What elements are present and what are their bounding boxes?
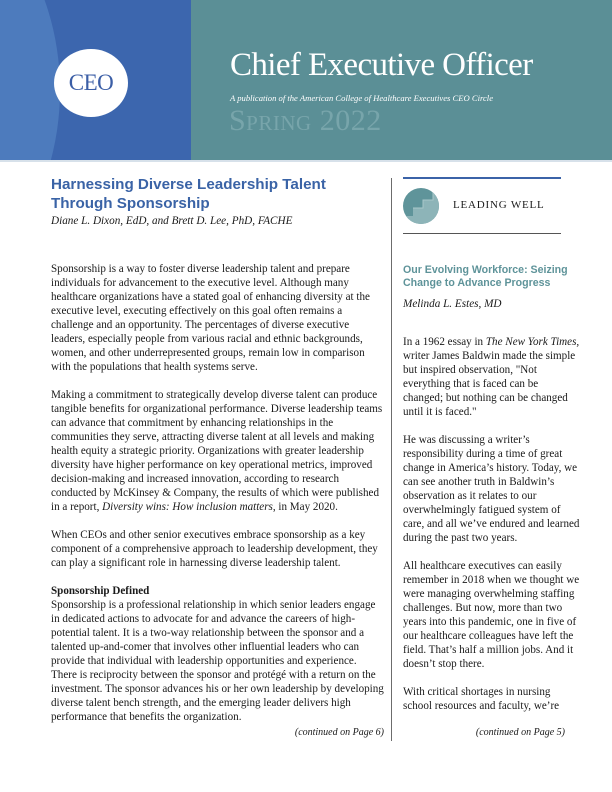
paragraph-text: writer James Baldwin made the simple but inspired observation, "Not everything that is faced can be changed; but nothing can be changed until it is faced." (403, 350, 576, 418)
title-line-2: Through Sponsorship (51, 194, 210, 212)
sidebar-article-header (403, 264, 578, 310)
publication-name: The New York Times, (485, 336, 580, 348)
issue-label: Spring 2022 (229, 104, 382, 137)
sidebar-article-body (403, 335, 581, 727)
paragraph: He was discussing a writer’s responsibility during a time of great change in America’s history. Today, we can see another truth in Baldwin’s observation as it relates to our overwhelmingly fatigued system of care, and all we’ve endured and learned during the past two years. (403, 434, 580, 544)
section-label: LEADING WELL (453, 199, 545, 211)
paragraph: When CEOs and other senior executives embrace sponsorship as a key component of a comprehensive approach to leadership development, they can play a significant role in harnessing diverse leadership talent. (51, 529, 378, 569)
paragraph-text: Making a commitment to strategically develop diverse talent can produce tangible benefits for organizational performance. Diverse leadership teams can advance that commitment by enhancing relationships in the communities they serve, attracting diverse talent at all levels and making health equity a strategic priority. Organizations with greater leadership diversity have higher performance on key operational metrics, improved decision-making and increased innovation, according to research conducted by McKinsey & Company, the results of which were published in a report, (51, 389, 383, 513)
paragraph (403, 335, 581, 419)
section-top-rule (403, 177, 561, 179)
main-article-title (51, 176, 381, 213)
paragraph (51, 388, 384, 514)
paragraph: All healthcare executives can easily remember in 2018 when we thought we were managing overwhelming staffing challenges. But now, more than two years into this pandemic, one in five of our healthcare colleagues have left the field. That’s half a million jobs. And it doesn’t stop there. (403, 560, 580, 670)
continued-link-page-6[interactable]: (continued on Page 6) (294, 727, 384, 738)
subheading: Sponsorship Defined (51, 585, 150, 597)
publication-title: Chief Executive Officer (230, 47, 533, 83)
paragraph (51, 584, 384, 724)
section-bottom-rule (403, 233, 561, 234)
ceo-logo-badge (54, 49, 128, 117)
staircase-circle-icon (403, 188, 439, 224)
masthead (0, 0, 612, 160)
paragraph-text: Sponsorship is a professional relationship in which senior leaders engage in dedicated actions to advocate for and advance the careers of high-potential talent. It is a two-way relationship between the sponsor and a talented up-and-comer that involves other influential leaders who can provide that individual with leadership opportunities and experience. There is reciprocity between the sponsor and protégé with a return on the investment. The sponsor advances his or her own leadership by developing diverse talent bench strength, and the emerging leader delivers high performance that benefits the organization. (51, 599, 384, 723)
decorative-curve (0, 0, 60, 160)
paragraph-text: In a 1962 essay in (403, 336, 486, 348)
column-divider (391, 178, 392, 741)
masthead-blue-panel (0, 0, 191, 160)
main-article-body (51, 262, 384, 738)
paragraph: With critical shortages in nursing school resources and faculty, we’re (403, 686, 560, 712)
main-article-header (51, 176, 381, 227)
paragraph-text: , in May 2020. (272, 501, 338, 513)
paragraph: Sponsorship is a way to foster diverse leadership talent and prepare individuals for advancement to the executive level. Although many healthcare organizations have a stated goal of enhancing diversity at the executive level, executing effectively on this goal often remains a challenge and an opportunity. The percentages of diverse executive leaders, especially people from various racial and ethnic backgrounds, women, and other underrepresented groups, remain low in comparison with the populations that health systems serve. (51, 263, 370, 373)
publication-subtitle: A publication of the American College of Healthcare Executives CEO Circle (230, 93, 494, 103)
ceo-logo-text: CEO (68, 70, 114, 95)
main-article-byline: Diane L. Dixon, EdD, and Brett D. Lee, PhD, FACHE (51, 215, 293, 227)
report-title: Diversity wins: How inclusion matters (102, 501, 273, 513)
continued-link-page-5[interactable]: (continued on Page 5) (475, 727, 565, 738)
header-divider (0, 160, 612, 162)
sidebar-article-byline: Melinda L. Estes, MD (403, 298, 502, 310)
sidebar-article-title: Our Evolving Workforce: Seizing Change to Advance Progress (403, 264, 568, 289)
title-line-1: Harnessing Diverse Leadership Talent (51, 176, 326, 193)
